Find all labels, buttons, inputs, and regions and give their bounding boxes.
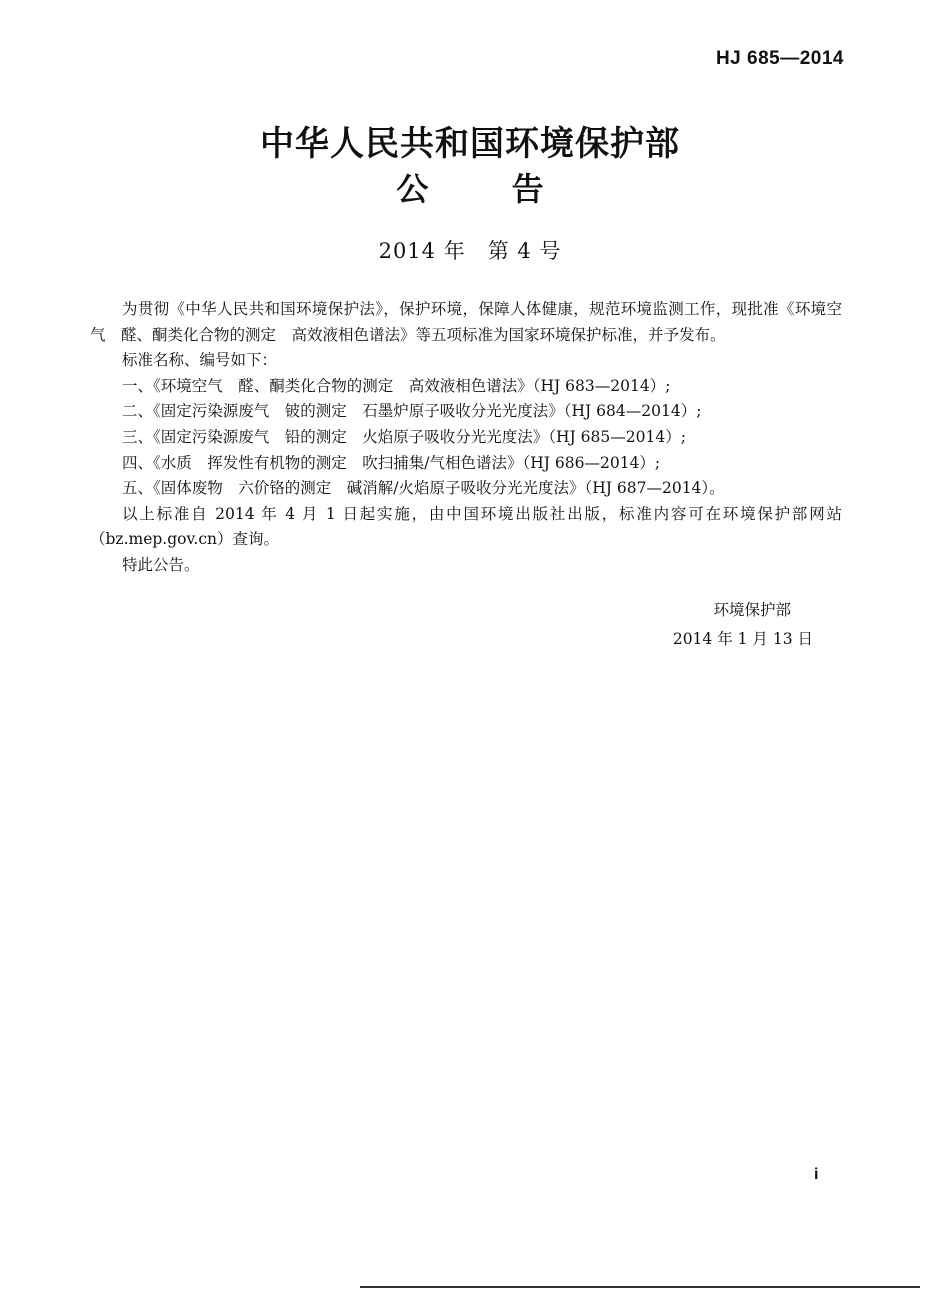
signature-organization: 环境保护部 xyxy=(713,601,791,619)
page-number: i xyxy=(814,1166,819,1183)
issue-number: 第 4 号 xyxy=(487,239,562,263)
standard-code: HJ 685—2014 xyxy=(715,48,844,69)
closing-paragraph: 特此公告。 xyxy=(122,555,200,574)
standard-item-5: 五、《固体废物 六价铬的测定 碱消解/火焰原子吸收分光光度法》（HJ 687—2014）。 xyxy=(122,479,725,498)
signature-block xyxy=(673,596,813,654)
standard-item-1: 一、《环境空气 醛、酮类化合物的测定 高效液相色谱法》（HJ 683—2014）; xyxy=(122,376,671,395)
ministry-title: 中华人民共和国环境保护部 xyxy=(260,124,680,164)
intro-paragraph: 为贯彻《中华人民共和国环境保护法》，保护环境，保障人体健康，规范环境监测工作，现批准《环境空气 醛、酮类化合物的测定 高效液相色谱法》等五项标准为国家环境保护标准，并予发布。 xyxy=(90,300,842,344)
issue-line xyxy=(0,235,940,265)
standard-item-3: 三、《固定污染源废气 铅的测定 火焰原子吸收分光光度法》（HJ 685—2014）; xyxy=(122,427,686,446)
issue-year: 2014 年 xyxy=(378,239,466,263)
effective-paragraph: 以上标准自 2014 年 4 月 1 日起实施，由中国环境出版社出版，标准内容可在环境保护部网站（bz.mep.gov.cn）查询。 xyxy=(90,504,842,549)
standard-item-2: 二、《固定污染源废气 铍的测定 石墨炉原子吸收分光光度法》（HJ 684—2014）; xyxy=(122,402,702,421)
list-heading: 标准名称、编号如下： xyxy=(122,351,278,370)
notice-body xyxy=(90,297,842,579)
bottom-rule xyxy=(360,1286,920,1288)
signature-date: 2014 年 1 月 13 日 xyxy=(672,630,813,648)
notice-title: 公 告 xyxy=(396,170,580,208)
standard-item-4: 四、《水质 挥发性有机物的测定 吹扫捕集/气相色谱法》（HJ 686—2014）; xyxy=(122,453,661,472)
